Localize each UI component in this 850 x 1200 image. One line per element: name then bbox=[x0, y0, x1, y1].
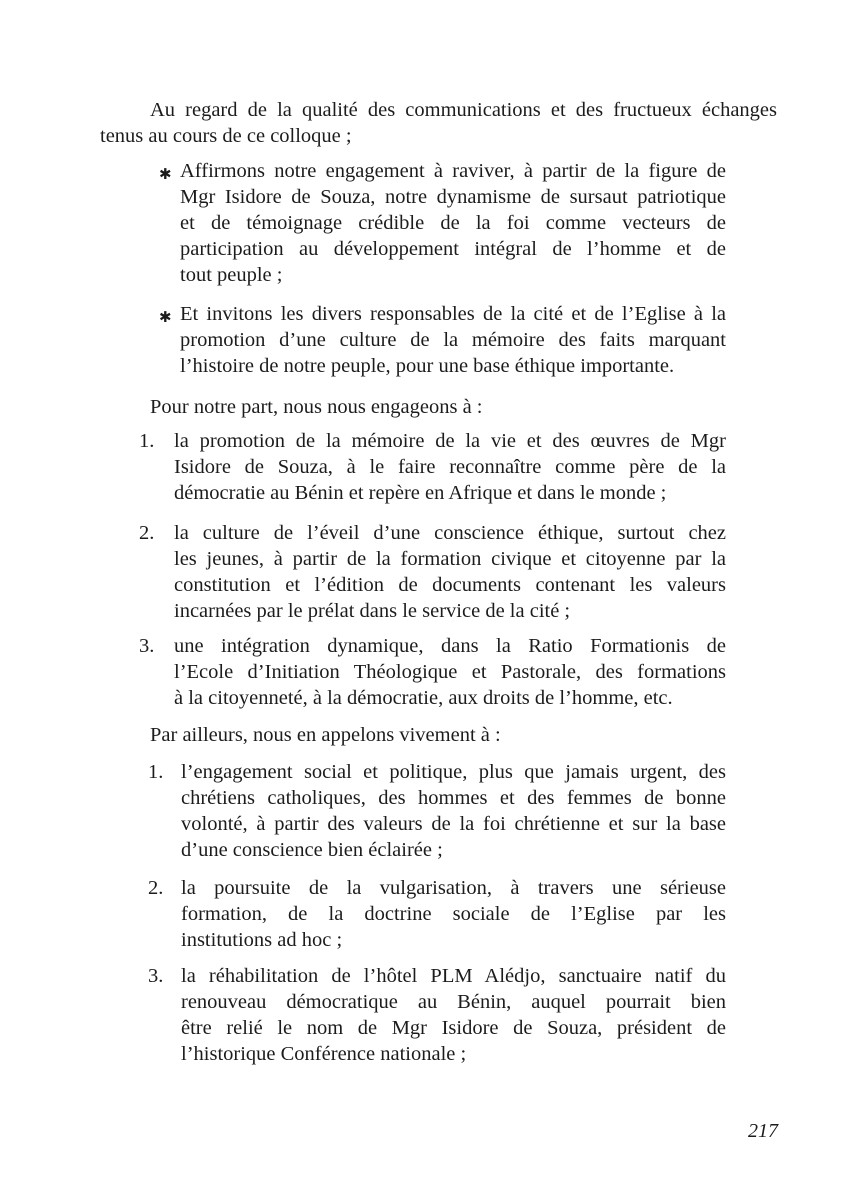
list-item bbox=[174, 520, 726, 624]
list-line: formation, de la doctrine sociale de l’Eglise par les bbox=[181, 903, 726, 925]
list-line: être relié le nom de Mgr Isidore de Souza, président de bbox=[181, 1017, 726, 1039]
list-line: démocratie au Bénin et repère en Afrique et dans le monde ; bbox=[174, 482, 667, 504]
list-number: 3. bbox=[139, 635, 155, 657]
list-line: à la citoyenneté, à la démocratie, aux droits de l’homme, etc. bbox=[174, 687, 673, 709]
list-line: Isidore de Souza, à le faire reconnaître comme père de la bbox=[174, 456, 726, 478]
list-line: la promotion de la mémoire de la vie et des œuvres de Mgr bbox=[174, 430, 726, 452]
bullet-line: promotion d’une culture de la mémoire des faits marquant bbox=[180, 329, 726, 351]
appeals-heading: Par ailleurs, nous en appelons vivement à : bbox=[150, 724, 501, 746]
bullet-line: tout peuple ; bbox=[180, 264, 283, 286]
list-number: 3. bbox=[148, 965, 164, 987]
bullet-line: l’histoire de notre peuple, pour une base éthique importante. bbox=[180, 355, 675, 377]
bullet-line: Et invitons les divers responsables de la cité et de l’Eglise à la bbox=[180, 303, 726, 325]
bullet-item bbox=[180, 158, 726, 288]
list-line: l’Ecole d’Initiation Théologique et Pastorale, des formations bbox=[174, 661, 726, 683]
list-number: 1. bbox=[148, 761, 164, 783]
list-line: chrétiens catholiques, des hommes et des femmes de bonne bbox=[181, 787, 726, 809]
list-line: d’une conscience bien éclairée ; bbox=[181, 839, 443, 861]
list-line: l’historique Conférence nationale ; bbox=[181, 1043, 467, 1065]
commitments-heading: Pour notre part, nous nous engageons à : bbox=[150, 396, 483, 418]
list-line: volonté, à partir des valeurs de la foi chrétienne et sur la base bbox=[181, 813, 726, 835]
bullet-line: participation au développement intégral de l’homme et de bbox=[180, 238, 726, 260]
list-line: institutions ad hoc ; bbox=[181, 929, 343, 951]
list-line: incarnées par le prélat dans le service de la cité ; bbox=[174, 600, 571, 622]
list-line: l’engagement social et politique, plus que jamais urgent, des bbox=[181, 761, 726, 783]
list-item bbox=[181, 963, 726, 1067]
page-number: 217 bbox=[748, 1120, 778, 1142]
bullet-line: et de témoignage crédible de la foi comme vecteurs de bbox=[180, 212, 726, 234]
bullet-line: Mgr Isidore de Souza, notre dynamisme de sursaut patriotique bbox=[180, 186, 726, 208]
list-line: renouveau démocratique au Bénin, auquel pourrait bien bbox=[181, 991, 726, 1013]
list-item bbox=[181, 875, 726, 953]
list-item bbox=[174, 428, 726, 506]
asterisk-icon: ✱ bbox=[159, 310, 172, 326]
list-line: la poursuite de la vulgarisation, à travers une sérieuse bbox=[181, 877, 726, 899]
list-line: les jeunes, à partir de la formation civique et citoyenne par la bbox=[174, 548, 726, 570]
list-item bbox=[174, 633, 726, 711]
list-number: 2. bbox=[139, 522, 155, 544]
list-number: 1. bbox=[139, 430, 155, 452]
intro-line: Au regard de la qualité des communications et des fructueux échanges bbox=[150, 99, 777, 121]
list-line: la réhabilitation de l’hôtel PLM Alédjo, sanctuaire natif du bbox=[181, 965, 726, 987]
asterisk-icon: ✱ bbox=[159, 167, 172, 183]
intro-paragraph bbox=[100, 97, 777, 149]
bullet-item bbox=[180, 301, 726, 379]
bullet-line: Affirmons notre engagement à raviver, à partir de la figure de bbox=[180, 160, 726, 182]
list-line: la culture de l’éveil d’une conscience éthique, surtout chez bbox=[174, 522, 726, 544]
intro-line: tenus au cours de ce colloque ; bbox=[100, 125, 352, 147]
list-line: une intégration dynamique, dans la Ratio Formationis de bbox=[174, 635, 726, 657]
list-line: constitution et l’édition de documents contenant les valeurs bbox=[174, 574, 726, 596]
list-item bbox=[181, 759, 726, 863]
list-number: 2. bbox=[148, 877, 164, 899]
